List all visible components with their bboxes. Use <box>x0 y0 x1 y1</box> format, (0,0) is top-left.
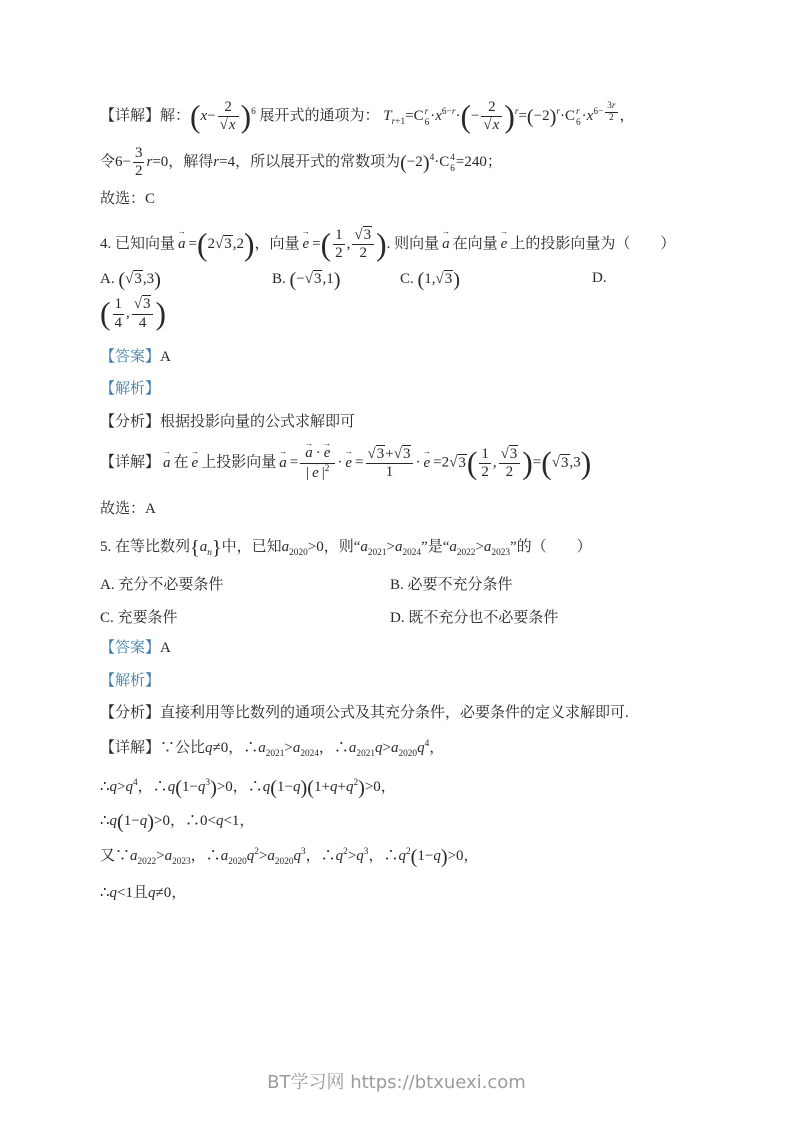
q5-option-c: C. 充要条件 <box>100 610 178 627</box>
q5-options-row-ab <box>100 573 700 594</box>
q4-options-row <box>100 270 700 290</box>
watermark-footer: BT学习网 https://btxuexi.com <box>267 1072 526 1093</box>
q4-option-b: B. (−√3,1) <box>272 269 341 291</box>
q5-analysis-line: 【分析】直接利用等比数列的通项公式及其充分条件，必要条件的定义求解即可. <box>100 705 629 722</box>
q3-solve-line: 令6− $\frac{3}{2}$ r=0，解得r=4，所以展开式的常数项为$(-2)^4\cdot C$ 4 6 =240； <box>100 144 502 179</box>
q5-option-d: D. 既不充分也不必要条件 <box>390 610 559 627</box>
q4-stem: 4. 已知向量 a → =(2√3,2)，向量 e → =( $\frac{1}{2}$ , $\frac{√3}{2}$ ). 则向量 a → 在向量 e → 上的投影向量为（ ） <box>100 227 700 263</box>
q4-jiexi-line: 【解析】 <box>100 381 161 398</box>
q5-option-b: B. 必要不充分条件 <box>390 577 513 594</box>
q3-detail-line: 【详解】解：(x− $\frac{2}{√x}$ )$^6$ 展开式的通项为： $T_{r+1}=C$ r 6 $\cdot x^{6-r}\cdot(-$ $\frac{2}{√x}$ )$^r=(-2)^r\cdot C$ r 6 $\cdot x^{6-}$ $^{\frac{3r}{2}}$ ， <box>100 99 635 134</box>
document-content <box>100 99 700 904</box>
q4-option-d: D. <box>592 270 607 286</box>
q4-detail-line: 【详解】 a → 在 e → 上投影向量 a → = $\frac{a \to \cdot e \to}{| e \to |^2}$ · e → = $\frac{√3+√3}{1}$ · e → =2√3( $\frac{1}{2}$ , $\frac{√3}{2}$ )=(√3,3) <box>100 445 700 482</box>
q5-detail-line-3: ∴q(1−q)>0，∴0<q<1， <box>100 810 255 833</box>
q4-option-a: A. (√3,3) <box>100 269 161 291</box>
q3-choice-line: 故选：C <box>100 191 156 207</box>
q5-detail-line-1: 【详解】∵公比q≠0，$\therefore a_{2021}>a_{2024}$，$\therefore a_{2021}q>a_{2020}q^4$， <box>100 738 445 759</box>
q5-option-a: A. 充分不必要条件 <box>100 577 224 594</box>
q5-answer-line: 【答案】A <box>100 640 171 657</box>
q5-detail-line-5: ∴q<1且q≠0， <box>100 884 187 901</box>
q5-detail-line-4: 又$\because a_{2022}>a_{2023}$，$\therefore a_{2020}q^2>a_{2020}q^3$，$\therefore q^2>q^3$，$\therefore q^2(1-q)>0$， <box>100 845 479 868</box>
q5-options-row-cd <box>100 606 700 627</box>
q4-analysis-line: 【分析】根据投影向量的公式求解即可 <box>100 413 356 430</box>
q4-option-d-value: ( $\frac{1}{4}$ , $\frac{√3}{4}$ ) <box>100 296 166 332</box>
q4-choice-line: 故选：A <box>100 500 156 517</box>
q5-jiexi-line: 【解析】 <box>100 672 161 689</box>
q5-stem: 5. 在等比数列$\{a_n\}$中，已知$a_{2020}>0$，则“$a_{2021}>a_{2024}$”是“$a_{2022}>a_{2023}$”的（ ） <box>100 537 592 560</box>
q4-answer-line: 【答案】A <box>100 348 171 365</box>
q5-detail-line-2: $\therefore q>q^4$，$\therefore q(1-q^3)>0$，$\therefore q(1-q)(1+q+q^2)>0$， <box>100 776 396 799</box>
q4-option-c: C. (1,√3) <box>400 269 460 291</box>
